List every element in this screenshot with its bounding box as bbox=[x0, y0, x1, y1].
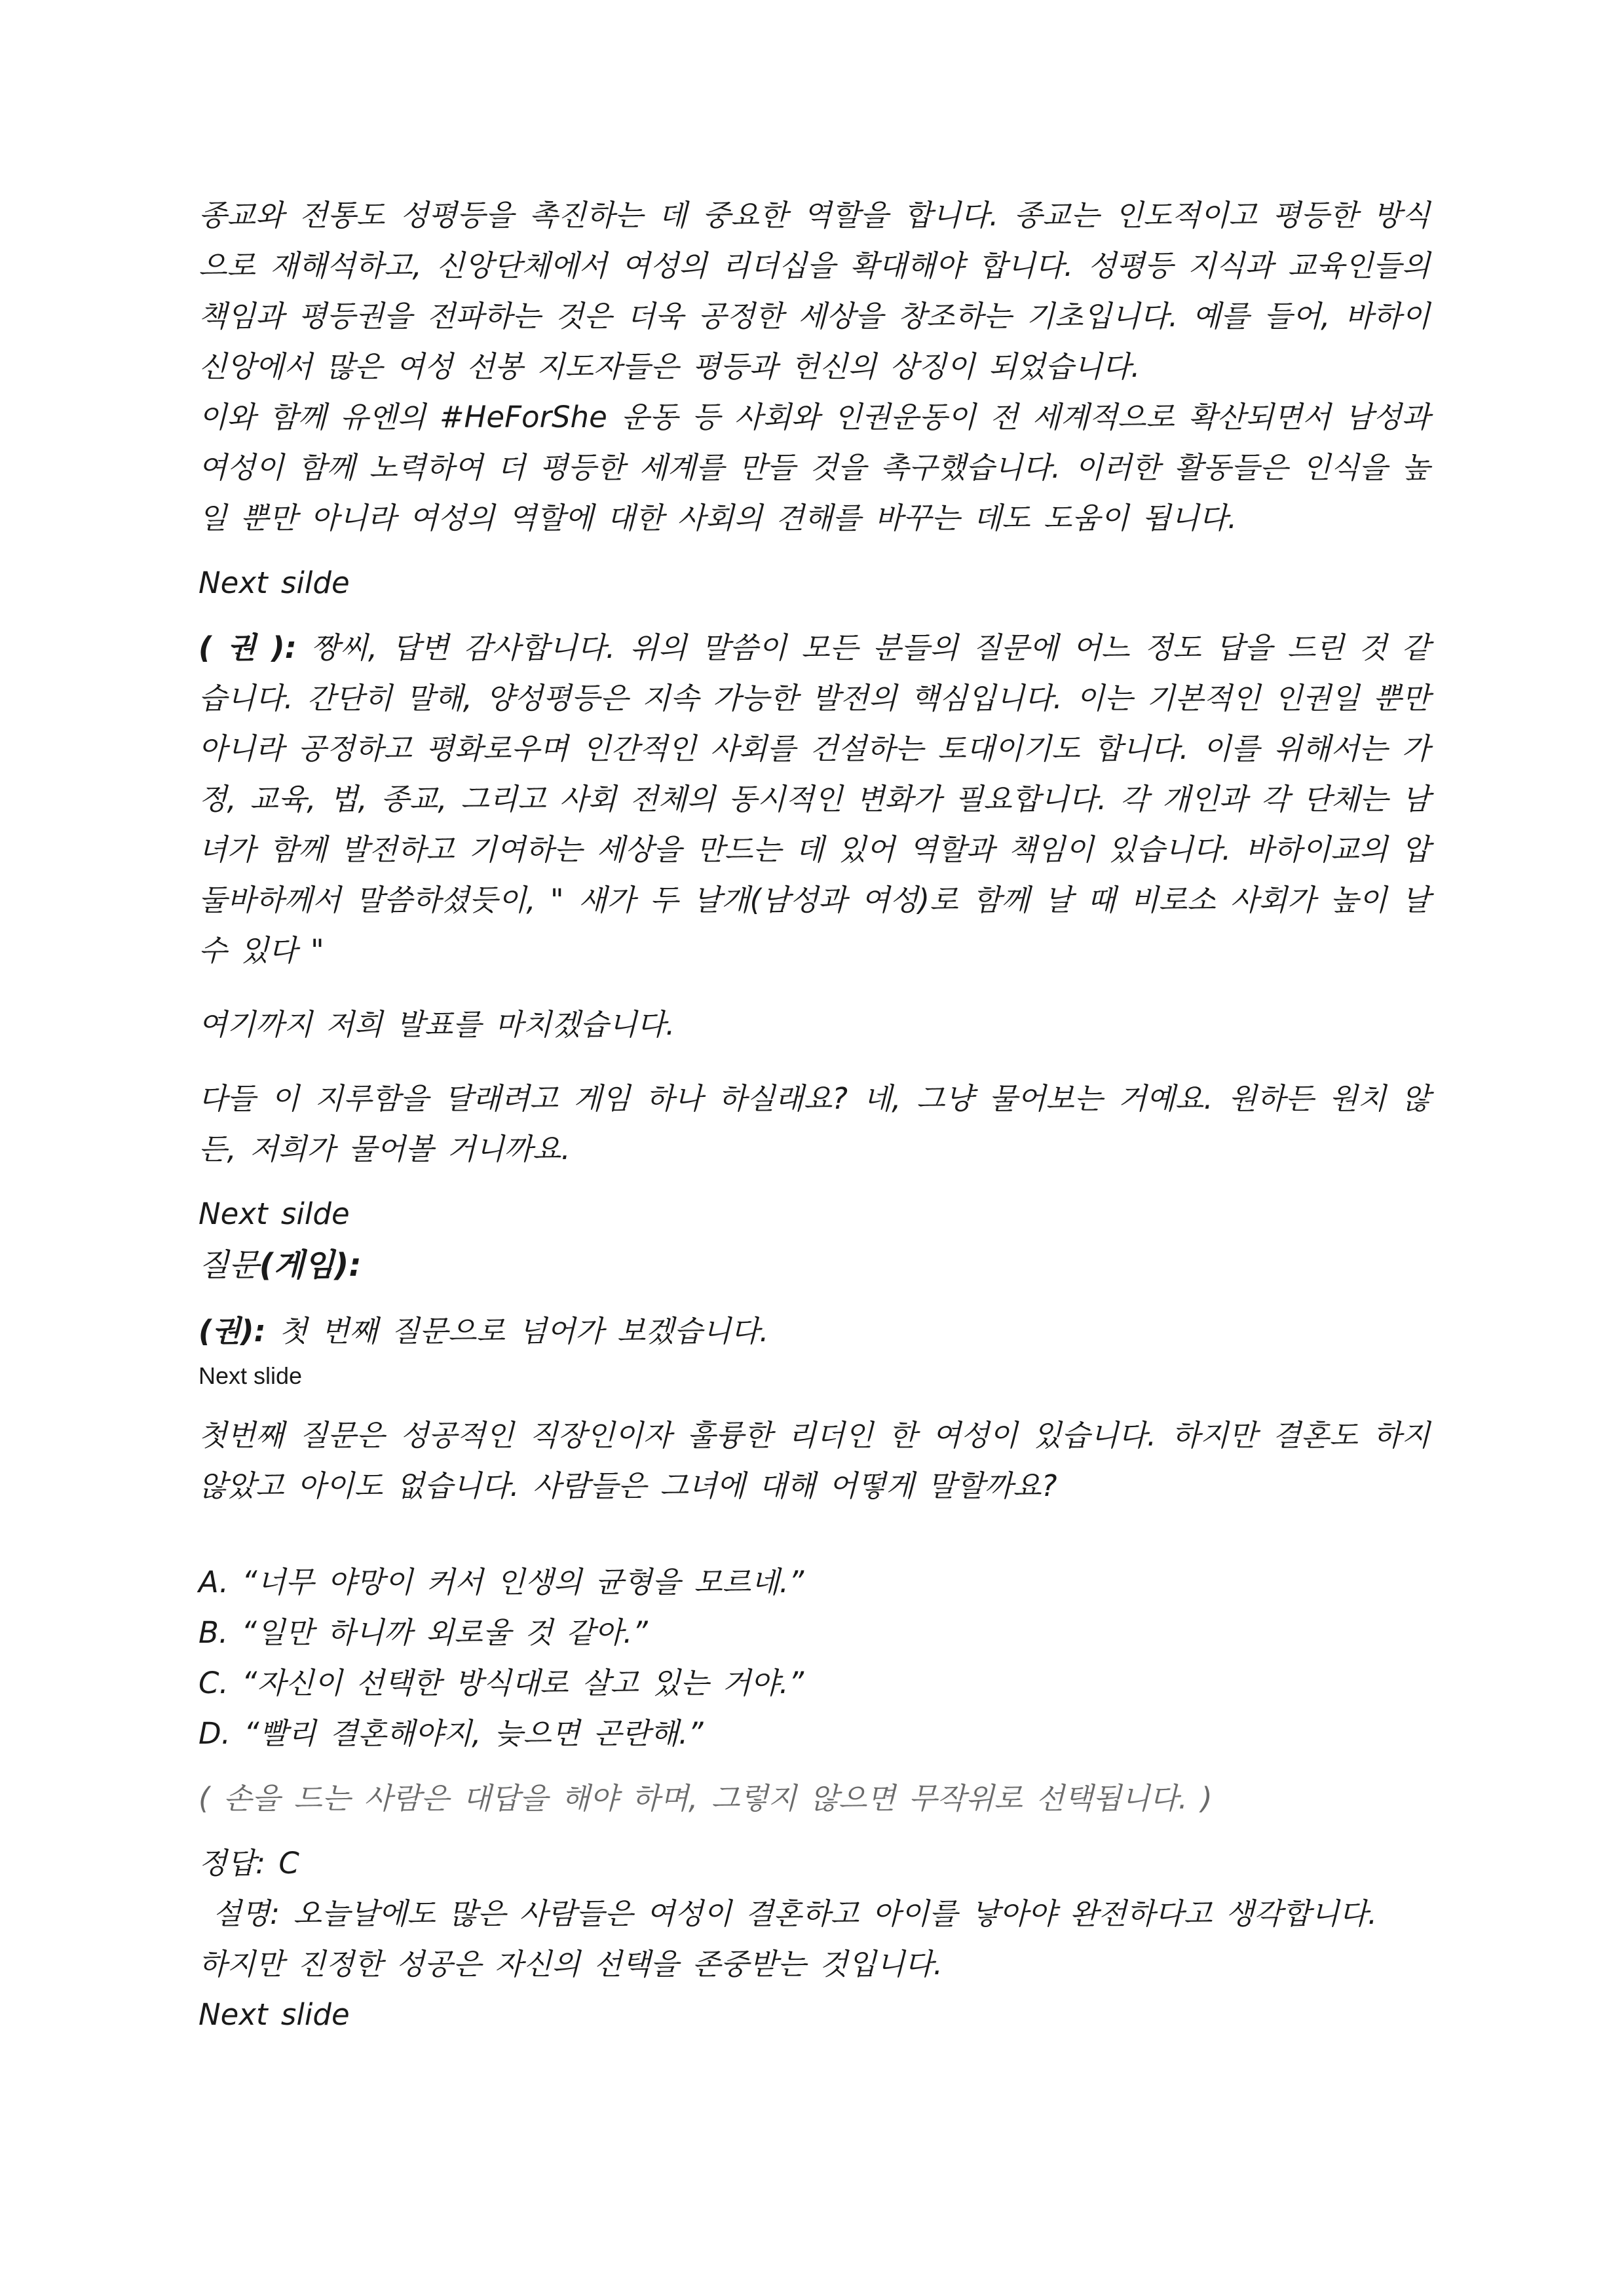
paragraph-game-intro: 다들 이 지루함을 달래려고 게임 하나 하실래요? 네, 그냥 물어보는 거예요. 원하든 원치 않든, 저희가 물어볼 거니까요. bbox=[198, 1081, 1430, 1166]
option-a: A. “너무 야망이 커서 인생의 균형을 모르네.” bbox=[198, 1565, 804, 1599]
next-slide-note: Next slide bbox=[198, 1362, 303, 1389]
next-slide-note: Next slide bbox=[198, 1997, 350, 2032]
kwon-reply-text: 짱씨, 답변 감사합니다. 위의 말씀이 모든 분들의 질문에 어느 정도 답을 드린 것 같습니다. 간단히 말해, 양성평등은 지속 가능한 발전의 핵심입니다. 이는 기본적인 인권일 뿐만 아니라 공정하고 평화로우며 인간적인 사회를 건설하는 토대이기도 합니다. 이를 위해서는 가정, 교육, 법, 종교, 그리고 사회 전체의 동시적인 변화가 필요합니다. 각 개인과 각 단체는 남녀가 함께 발전하고 기여하는 세상을 만드는 데 있어 역할과 책임이 있습니다. 바하이교의 압둘바하께서 말씀하셨듯이, " 새가 두 날개(남성과 여성)로 함께 날 때 비로소 사회가 높이 날 수 있다 " bbox=[198, 630, 1430, 968]
paragraph-heforshe: 이와 함께 유엔의 #HeForShe 운동 등 사회와 인권운동이 전 세계적으로 확산되면서 남성과 여성이 함께 노력하여 더 평등한 세계를 만들 것을 촉구했습니다. 이러한 활동들은 인식을 높일 뿐만 아니라 여성의 역할에 대한 사회의 견해를 바꾸는 데도 도움이 됩니다. bbox=[198, 400, 1430, 535]
paragraph-religion: 종교와 전통도 성평등을 촉진하는 데 중요한 역할을 합니다. 종교는 인도적이고 평등한 방식으로 재해석하고, 신앙단체에서 여성의 리더십을 확대해야 합니다. 성평등 지식과 교육인들의 책임과 평등권을 전파하는 것은 더욱 공정한 세상을 창조하는 기초입니다. 예를 들어, 바하이 신앙에서 많은 여성 선봉 지도자들은 평등과 헌신의 상징이 되었습니다. bbox=[198, 198, 1430, 384]
rule-note: ( 손을 드는 사람은 대답을 해야 하며, 그렇지 않으면 무작위로 선택됩니다. ) bbox=[198, 1781, 1213, 1816]
paragraph-first-question-intro bbox=[198, 1306, 1430, 1356]
first-question-intro-text: 첫 번째 질문으로 넘어가 보겠습니다. bbox=[265, 1314, 769, 1349]
answer-options bbox=[198, 1557, 1430, 1759]
speaker-label: ( 권 ): bbox=[198, 630, 297, 665]
option-d: D. “빨리 결혼해야지, 늦으면 곤란해.” bbox=[198, 1716, 704, 1751]
paragraph-question: 첫번째 질문은 성공적인 직장인이자 훌륭한 리더인 한 여성이 있습니다. 하지만 결혼도 하지 않았고 아이도 없습니다. 사람들은 그녀에 대해 어떻게 말할까요? bbox=[198, 1418, 1430, 1503]
answer-line: 정답: C bbox=[198, 1846, 299, 1881]
paragraph-kwon-reply bbox=[198, 622, 1430, 976]
section-label: 질문 bbox=[198, 1247, 259, 1284]
next-slide-note: Next silde bbox=[198, 565, 350, 600]
explanation-line-1: 설명: 오늘날에도 많은 사람들은 여성이 결혼하고 아이를 낳아야 완전하다고 생각합니다. bbox=[213, 1896, 1378, 1931]
option-b: B. “일만 하니까 외로울 것 같아.” bbox=[198, 1615, 648, 1650]
section-heading bbox=[198, 1239, 1430, 1292]
option-c: C. “자신이 선택한 방식대로 살고 있는 거야.” bbox=[198, 1666, 804, 1700]
explanation-line-2: 하지만 진정한 성공은 자신의 선택을 존중받는 것입니다. bbox=[198, 1947, 943, 1981]
paragraph-closing: 여기까지 저희 발표를 마치겠습니다. bbox=[198, 1007, 675, 1042]
document-page bbox=[198, 190, 1430, 2040]
speaker-label: (권): bbox=[198, 1314, 266, 1349]
section-paren: (게임): bbox=[259, 1247, 362, 1284]
next-slide-note: Next silde bbox=[198, 1196, 350, 1231]
